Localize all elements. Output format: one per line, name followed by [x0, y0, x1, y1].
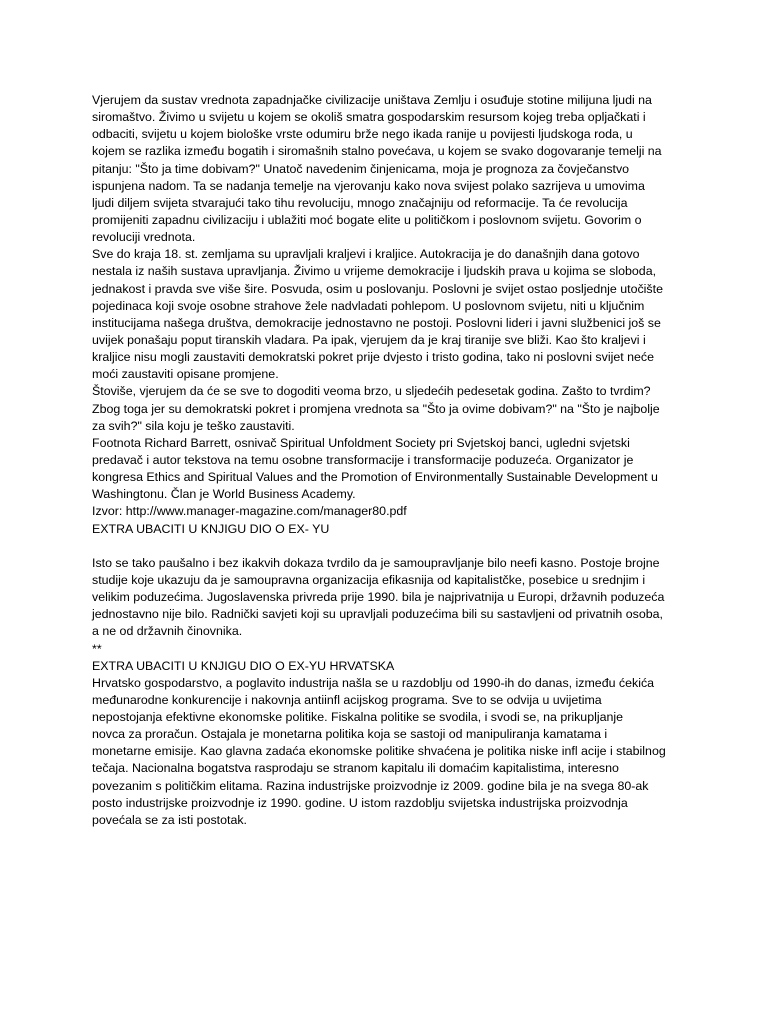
text-line: Washingtonu. Član je World Business Academy.: [92, 487, 356, 502]
text-line: odbaciti, svijetu u kojem biološke vrste odumiru brže nego ikada ranije u povijesti ljudskoga roda, u: [92, 127, 633, 142]
text-line: posto industrijske proizvodnje iz 1990. godine. U istom razdoblju svijetska industrijska proizvodnja: [92, 795, 628, 810]
text-line: tečaja. Nacionalna bogatstva rasprodaju se stranom kapitalu ili domaćim kapitalistima, interesno: [92, 761, 619, 776]
text-line: pojedinaca koji svoje osobne strahove žele nadvladati pohlepom. U poslovnom svijetu, niti u ključnim: [92, 298, 645, 313]
text-line: pitanju: "Što ja time dobivam?" Unatoč navedenim činjenicama, moja je prognoza za čovječanstvo: [92, 161, 630, 176]
text-line: ispunjena nadom. Ta se nadanja temelje na vjerovanju kako nova svijest polako sazrijeva u umovima: [92, 178, 645, 193]
text-line: Hrvatsko gospodarstvo, a poglavito industrija našla se u razdoblju od 1990-ih do danas, između ćekića: [92, 675, 655, 690]
text-line: nepostojanja efektivne ekonomske politike. Fiskalna politike se svodila, i svodi se, na prikupljanje: [92, 710, 624, 725]
text-line: novca za proračun. Ostajala je monetarna politika koja se sastoji od manipuliranja kamatama i: [92, 727, 608, 742]
text-line: promijeniti zapadnu civilizaciju i ublažiti moć bogate elite u političkom i poslovnom svijetu. Govorim o: [92, 212, 642, 227]
text-line: za svih?" sila koju je teško zaustaviti.: [92, 418, 295, 433]
text-line: Štoviše, vjerujem da će se sve to dogoditi veoma brzo, u sljedećih pedesetak godina. Zašto to tvrdim?: [92, 384, 651, 399]
section-heading: EXTRA UBACITI U KNJIGU DIO O EX- YU: [92, 521, 330, 536]
text-line: revoluciji vrednota.: [92, 230, 196, 245]
text-line: jednostavno nije bilo. Radnički savjeti koji su upravljali poduzećima bili su sastavljeni od privatnih osoba,: [92, 607, 663, 622]
text-line: Footnota Richard Barrett, osnivač Spiritual Unfoldment Society pri Svjetskoj banci, ugledni svjetski: [92, 435, 630, 450]
text-line: velikim poduzećima. Jugoslavenska privreda prije 1990. bila je najprivatnija u Europi, državnih poduzeća: [92, 590, 665, 605]
text-line: kojem se razlika između bogatih i siromašnih stalno povećava, u kojem se svako dogovaranje temelji na: [92, 144, 662, 159]
text-line: Zbog toga jer su demokratski pokret i promjena vrednota sa "Što ja ovime dobivam?" na "Što je najbolje: [92, 401, 660, 416]
text-line: nestala iz naših sustava upravljanja. Živimo u vrijeme demokracije i ljudskih prava u kojima se sloboda,: [92, 264, 657, 279]
text-line: povećala se za isti postotak.: [92, 812, 247, 827]
text-line: povezanim s političkim elitama. Razina industrijske proizvodnje iz 2009. godine bila je na svega 80-ak: [92, 778, 649, 793]
document-page: [92, 92, 688, 829]
section-heading: EXTRA UBACITI U KNJIGU DIO O EX-YU HRVATSKA: [92, 658, 395, 673]
source-link-line: Izvor: http://www.manager-magazine.com/manager80.pdf: [92, 504, 407, 519]
text-line: predavač i autor tekstova na temu osobne transformacije i transformacije poduzeća. Organizator je: [92, 452, 634, 467]
text-line: kraljice nisu mogli zaustaviti demokratski pokret prije dvjesto i tristo godina, tako ni poslovni svijet neće: [92, 350, 654, 365]
text-line: institucijama našega društva, demokracije jednostavno ne postoji. Poslovni lideri i javni službenici još se: [92, 315, 661, 330]
text-line: studije koje ukazuju da je samoupravna organizacija efikasnija od kapitalistčke, posebice u srednjim i: [92, 572, 646, 587]
text-line: siromaštvo. Živimo u svijetu u kojem se okoliš smatra gospodarskim resursom kojeg treba opljačkati i: [92, 110, 646, 125]
separator-line: **: [92, 641, 102, 656]
text-line: jednakost i pravda sve više šire. Posvuda, osim u poslovanju. Poslovni je svijet ostao posljednje utočište: [92, 281, 663, 296]
text-line: uvijek ponašaju poput tiranskih vladara. Pa ipak, vjerujem da je kraj tiranije sve bliži. Kao što kraljevi i: [92, 332, 646, 347]
text-line: međunarodne konkurencije i nakovnja antiinfl acijskog programa. Sve to se odvija u uvijetima: [92, 692, 602, 707]
text-line: ljudi diljem svijeta stvarajući tako tihu revoluciju, mnogo značajniju od reformacije. Ta će revolucija: [92, 195, 628, 210]
text-line: monetarne emisije. Kao glavna zadaća ekonomske politike shvaćena je politika niske infl acije i stabilnog: [92, 744, 666, 759]
blank-line: [92, 538, 688, 555]
text-line: Vjerujem da sustav vrednota zapadnjačke civilizacije uništava Zemlju i osuđuje stotine milijuna ljudi na: [92, 93, 652, 107]
text-line: a ne od državnih činovnika.: [92, 624, 243, 639]
text-line: Isto se tako paušalno i bez ikakvih dokaza tvrdilo da je samoupravljanje bilo neefi kasno. Postoje brojne: [92, 555, 660, 570]
text-line: Sve do kraja 18. st. zemljama su upravljali kraljevi i kraljice. Autokracija je do današnjih dana gotovo: [92, 247, 640, 262]
text-line: moći zaustaviti opisane promjene.: [92, 367, 279, 382]
text-line: kongresa Ethics and Spiritual Values and the Promotion of Environmentally Sustainable Development u: [92, 470, 658, 485]
